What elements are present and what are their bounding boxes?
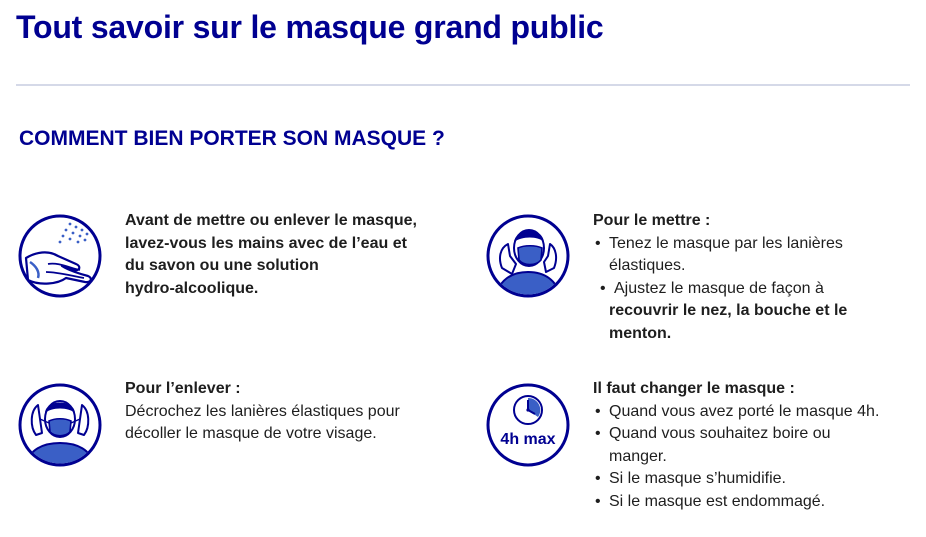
- list-item: [593, 423, 913, 468]
- list-item: [593, 278, 913, 301]
- mask-put-on-icon: [486, 214, 570, 298]
- wash-line: Avant de mettre ou enlever le masque,: [125, 212, 417, 229]
- put-on-bullet-text: • Tenez le masque par les lanières: [609, 234, 843, 252]
- put-on-bullet-text: • Ajustez le masque de façon à: [614, 279, 824, 297]
- clock-icon: [486, 383, 570, 467]
- remove-instructions: [125, 378, 455, 446]
- put-on-instructions: [593, 210, 913, 345]
- change-item-text: • Quand vous souhaitez boire ou: [609, 425, 831, 442]
- put-on-emphasis-line: menton.: [609, 324, 672, 342]
- remove-line: Décrochez les lanières élastiques pour: [125, 402, 400, 420]
- list-item: [593, 468, 913, 491]
- mask-remove-icon: [18, 383, 102, 467]
- put-on-emphasis-line: recouvrir le nez, la bouche et le: [609, 302, 848, 319]
- change-item-text: • Si le masque est endommagé.: [609, 492, 826, 510]
- hand-washing-icon: [18, 214, 102, 298]
- put-on-list: [593, 233, 913, 301]
- change-item-text: • Si le masque s’humidifie.: [609, 470, 786, 487]
- wash-line: du savon ou une solution: [125, 257, 319, 274]
- list-item: [593, 233, 913, 278]
- put-on-bullet-text: élastiques.: [609, 257, 686, 274]
- put-on-emphasis: [593, 300, 913, 345]
- change-title: Il faut changer le masque :: [593, 380, 795, 397]
- list-item: [593, 401, 913, 424]
- wash-line: hydro-alcoolique.: [125, 279, 259, 297]
- put-on-title: Pour le mettre :: [593, 212, 711, 229]
- change-item-text: • Quand vous avez porté le masque 4h.: [609, 402, 880, 420]
- change-item-text: manger.: [609, 447, 667, 465]
- title-divider: [16, 84, 910, 86]
- wash-instructions: [125, 210, 455, 300]
- section-heading: COMMENT BIEN PORTER SON MASQUE ?: [19, 127, 445, 150]
- page-title: Tout savoir sur le masque grand public: [16, 9, 604, 45]
- duration-badge: 4h max: [500, 431, 556, 448]
- change-list: [593, 401, 913, 514]
- wash-line: lavez-vous les mains avec de l’eau et: [125, 234, 407, 252]
- list-item: [593, 491, 913, 514]
- change-instructions: [593, 378, 913, 513]
- remove-title: Pour l’enlever :: [125, 380, 241, 397]
- remove-line: décoller le masque de votre visage.: [125, 425, 377, 442]
